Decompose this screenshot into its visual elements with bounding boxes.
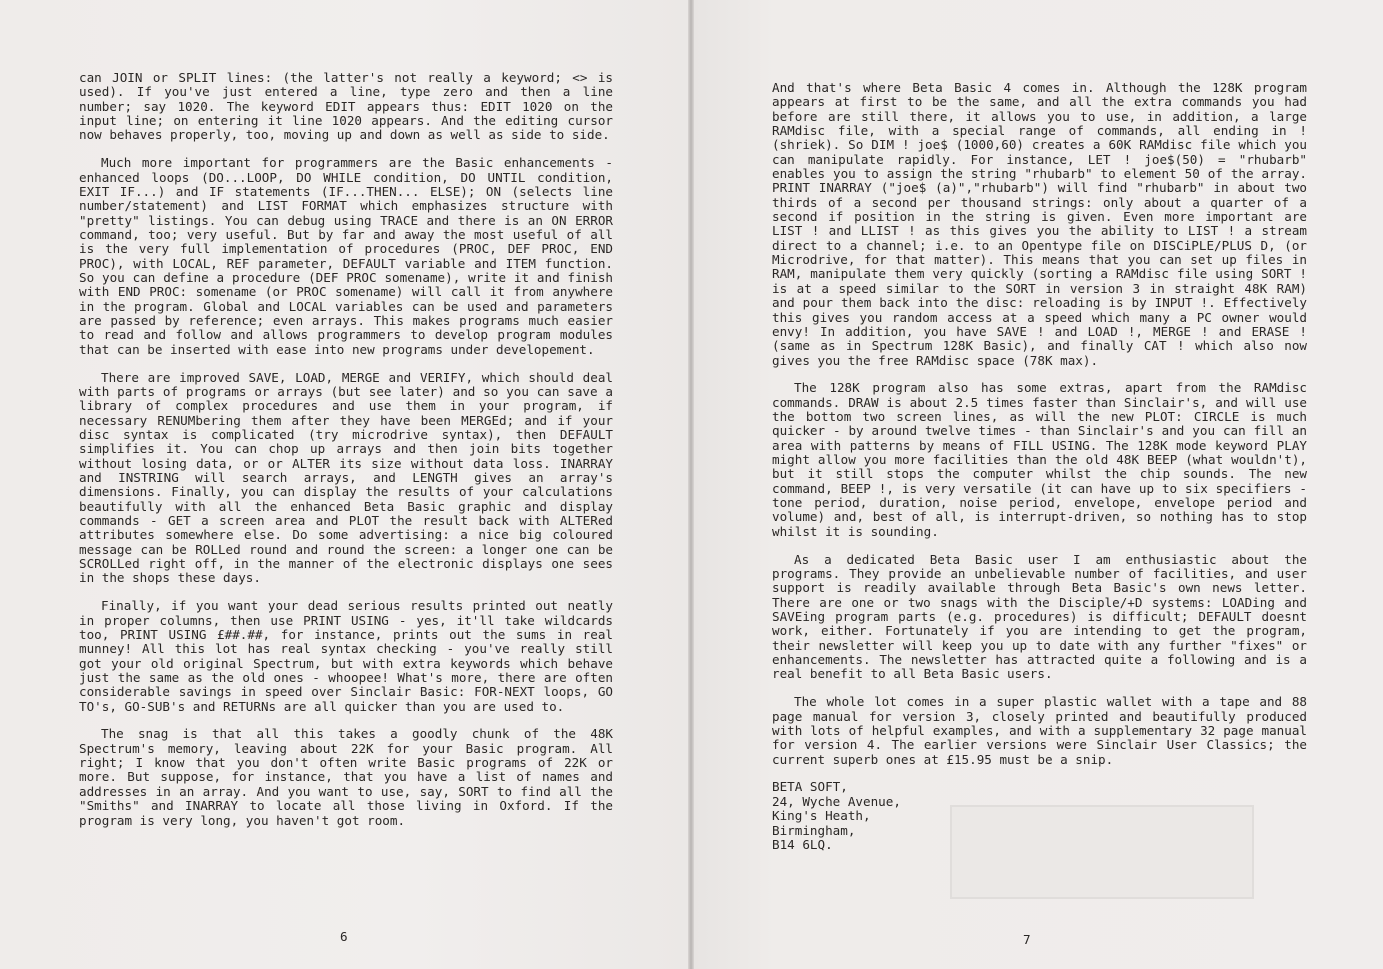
paragraph: There are improved SAVE, LOAD, MERGE and VERIFY, which should deal with parts of programs or arrays (but see later) and so you can save a library of complex procedures and use them in your program, if necessary RENUMbering them after they have been MERGEd; and if your disc syntax is complicated (try microdrive syntax), then DEFAULT simplifies it. You can chop up arrays and then join bits together without losing data, or or ALTER its size without data loss. INARRAY and INSTRING will search arrays, and LENGTH gives an array's dimensions. Finally, you can display the results of your calculations beautifully with all the enhanced Beta Basic graphic and display commands - GET a screen area and PLOT the result back with ALTERed attributes somewhere else. Do some advertising: a nice big coloured message can be ROLLed round and round the screen: a longer one can be SCROLLed right off, in the manner of the electronic displays one sees in the shops these days.: [79, 369, 613, 586]
left-page: [0, 0, 690, 969]
paragraph: The whole lot comes in a super plastic wallet with a tape and 88 page manual for version 3, closely printed and beautifully produced with lots of helpful examples, and with a supplementary 32 page manual for version 4. The earlier versions were Sinclair User Classics; the current superb ones at £15.95 must be a snip.: [772, 694, 1307, 767]
paragraph: As a dedicated Beta Basic user I am enthusiastic about the programs. They provide an unbelievable number of facilities, and user support is readily available through Beta Basic's own news letter. There are one or two snags with the Disciple/+D systems: LOADing and SAVEing program parts (e.g. procedures) is difficult; DEFAULT doesnt work, either. Fortunately if you are intending to get the program, their newsletter will keep you up to date with any further "fixes" or enhancements. The newsletter has attracted quite a following and is a real benefit to all Beta Basic users.: [772, 551, 1307, 682]
paragraph: Much more important for programmers are the Basic enhancements - enhanced loops (DO...LOOP, DO WHILE condition, DO UNTIL condition, EXIT IF...) and IF statements (IF...THEN... ELSE); ON (selects line number/statement) and LIST FORMAT which emphasizes structure with "pretty" listings. You can debug using TRACE and there is an ON ERROR command, too; very useful. But by far and away the most useful of all is the very full implementation of procedures (PROC, DEF PROC, END PROC), with LOCAL, REF parameter, DEFAULT variable and ITEM function. So you can define a procedure (DEF PROC somename), write it and finish with END PROC: somename (or PROC somename) will call it from anywhere in the program. Global and LOCAL variables can be used and parameters are passed by reference; even arrays. This makes programs much easier to read and follow and allows programmers to develop program modules that can be inserted with ease into new programs under developement.: [79, 155, 613, 357]
address-company: BETA SOFT,: [772, 779, 848, 795]
book-gutter: [688, 0, 694, 969]
paragraph: Finally, if you want your dead serious results printed out neatly in proper columns, then use PRINT USING - yes, it'll take wildcards too, PRINT USING £##.##, for instance, prints out the sums in real munney! All this lot has real syntax checking - you've really still got your old original Spectrum, but with extra keywords which behave just the same as the old ones - whoopee! What's more, there are often considerable savings in speed over Sinclair Basic: FOR-NEXT loops, GO TO's, GO-SUB's and RETURNs are all quicker than you are used to.: [79, 598, 613, 714]
right-page: [692, 0, 1383, 969]
paragraph: can JOIN or SPLIT lines: (the latter's not really a keyword; <> is used). If you've just entered a line, type zero and then a line number; say 1020. The keyword EDIT appears thus: EDIT 1020 on the input line; on entering it line 1020 appears. And the editing cursor now behaves properly, too, moving up and down as well as side to side.: [79, 70, 613, 143]
right-text-column: [772, 81, 1307, 852]
paragraph: The snag is that all this takes a goodly chunk of the 48K Spectrum's memory, leaving about 22K for your Basic program. All right; I know that you don't often write Basic programs of 22K or more. But suppose, for instance, that you have a list of names and addresses in an array. And you want to use, say, SORT to find all the "Smiths" and INARRAY to locate all those living in Oxford. If the program is very long, you haven't got room.: [79, 726, 613, 828]
page-number: 7: [1023, 932, 1031, 947]
paragraph: And that's where Beta Basic 4 comes in. Although the 128K program appears at first to be the same, and all the extra commands you had before are still there, it allows you to use, in addition, a large RAMdisc file, with a special range of commands, all ending in ! (shriek). So DIM ! joe$ (1000,60) creates a 60K RAMdisc file which you can manipulate rapidly. For instance, LET ! joe$(50) = "rhubarb" enables you to assign the string "rhubarb" to element 50 of the array. PRINT INARRAY ("joe$ (a)","rhubarb") will find "rhubarb" in about two thirds of a second per thousand strings: only about a quarter of a second if position in the string is given. Even more important are LIST ! and LLIST ! as this gives you the ability to LIST ! a stream direct to a channel; i.e. to an Opentype file on DISCiPLE/PLUS D, (or Microdrive, for that matter). This means that you can set up files in RAM, manipulate them very quickly (sorting a RAMdisc file using SORT ! is at a speed similar to the SORT in version 3 in straight 48K RAM) and pour them back into the disc: reloading is by INPUT !. Effectively this gives you random access at a speed which many a PC owner would envy! In addition, you have SAVE ! and LOAD !, MERGE ! and ERASE ! (same as in Spectrum 128K Basic), and finally CAT ! which also now gives you the free RAMdisc space (78K max).: [772, 80, 1307, 368]
company-address: [772, 780, 1307, 852]
paragraph: The 128K program also has some extras, apart from the RAMdisc commands. DRAW is about 2.5 times faster than Sinclair's, and will use the bottom two screen lines, as will the new PLOT: CIRCLE is much quicker - by around twelve times - than Sinclair's and you can fill an area with patterns by means of FILL USING. The 128K mode keyword PLAY might allow you more facilities than the old 48K BEEP (what wouldn't), but it still stops the computer whilst the chip sounds. The new command, BEEP !, is very versatile (it can have up to six specifiers - tone period, duration, noise period, envelope, envelope period and volume) and, best of all, is interrupt-driven, so nothing has to stop whilst it is sounding.: [772, 380, 1307, 539]
address-district: King's Heath,: [772, 808, 871, 824]
left-text-column: [79, 71, 613, 841]
address-postcode: B14 6LQ.: [772, 836, 833, 852]
address-city: Birmingham,: [772, 822, 856, 838]
address-street: 24, Wyche Avenue,: [772, 793, 901, 809]
page-number: 6: [340, 929, 348, 944]
